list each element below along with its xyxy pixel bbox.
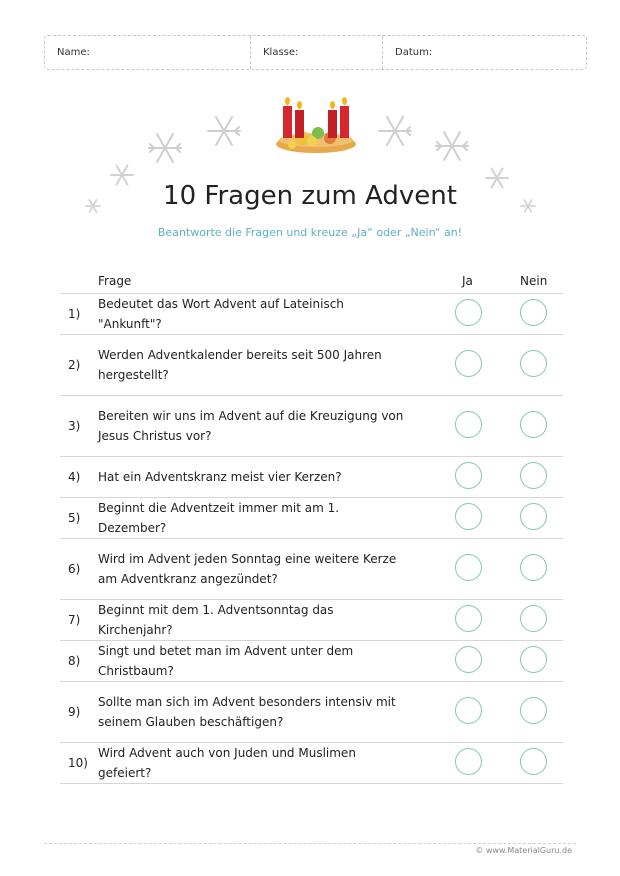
question-text: Wird Advent auch von Juden und Muslimen gefeiert? <box>98 746 356 780</box>
column-header-yes: Ja <box>462 274 473 288</box>
question-number: 4) <box>68 470 81 484</box>
yes-answer-circle[interactable] <box>455 748 482 775</box>
footer-divider <box>44 843 576 844</box>
page-subtitle: Beantworte die Fragen und kreuze „Ja“ oder „Nein“ an! <box>157 226 463 239</box>
table-row <box>60 497 563 538</box>
yes-answer-circle[interactable] <box>455 350 482 377</box>
yes-answer-circle[interactable] <box>455 605 482 632</box>
yes-answer-circle[interactable] <box>455 411 482 438</box>
table-row <box>60 395 563 456</box>
question-number: 1) <box>68 307 81 321</box>
table-row <box>60 334 563 395</box>
advent-wreath-icon <box>276 97 356 153</box>
snowflake-icon <box>208 117 240 145</box>
question-table <box>60 293 563 784</box>
question-number: 7) <box>68 613 81 627</box>
snowflake-icon <box>379 117 411 145</box>
class-label: Klasse: <box>263 47 299 58</box>
table-row <box>60 640 563 681</box>
question-number: 3) <box>68 419 81 433</box>
date-label: Datum: <box>395 47 433 58</box>
name-field[interactable] <box>45 36 251 69</box>
copyright-footer: © www.MaterialGuru.de <box>475 846 572 855</box>
question-number: 5) <box>68 511 81 525</box>
table-row <box>60 599 563 640</box>
table-row <box>60 742 563 784</box>
table-row <box>60 293 563 334</box>
yes-answer-circle[interactable] <box>455 697 482 724</box>
no-answer-circle[interactable] <box>520 605 547 632</box>
no-answer-circle[interactable] <box>520 462 547 489</box>
yes-answer-circle[interactable] <box>455 462 482 489</box>
question-number: 10) <box>68 756 88 770</box>
page-title: 10 Fragen zum Advent <box>163 181 457 211</box>
question-number: 2) <box>68 358 81 372</box>
question-text: Hat ein Adventskranz meist vier Kerzen? <box>98 470 342 484</box>
table-row <box>60 538 563 599</box>
question-text: Wird im Advent jeden Sonntag eine weitere Kerze am Adventkranz angezündet? <box>98 552 397 586</box>
yes-answer-circle[interactable] <box>455 646 482 673</box>
no-answer-circle[interactable] <box>520 697 547 724</box>
snowflake-icon <box>149 134 181 162</box>
question-number: 9) <box>68 705 81 719</box>
question-text: Beginnt mit dem 1. Adventsonntag das Kirchenjahr? <box>98 603 334 637</box>
question-number: 6) <box>68 562 81 576</box>
question-text: Werden Adventkalender bereits seit 500 Jahren hergestellt? <box>98 348 382 382</box>
no-answer-circle[interactable] <box>520 411 547 438</box>
table-row <box>60 456 563 497</box>
student-info-box <box>44 35 587 70</box>
name-label: Name: <box>57 47 90 58</box>
table-row <box>60 681 563 742</box>
question-number: 8) <box>68 654 81 668</box>
no-answer-circle[interactable] <box>520 748 547 775</box>
no-answer-circle[interactable] <box>520 646 547 673</box>
question-text: Beginnt die Adventzeit immer mit am 1. Dezember? <box>98 501 340 535</box>
column-header-question: Frage <box>98 274 132 288</box>
yes-answer-circle[interactable] <box>455 554 482 581</box>
column-header-no: Nein <box>520 274 548 288</box>
no-answer-circle[interactable] <box>520 299 547 326</box>
no-answer-circle[interactable] <box>520 554 547 581</box>
yes-answer-circle[interactable] <box>455 299 482 326</box>
question-text: Bedeutet das Wort Advent auf Lateinisch "Ankunft"? <box>98 297 344 331</box>
no-answer-circle[interactable] <box>520 503 547 530</box>
question-text: Sollte man sich im Advent besonders intensiv mit seinem Glauben beschäftigen? <box>98 695 396 729</box>
date-field[interactable] <box>383 36 586 69</box>
question-text: Singt und betet man im Advent unter dem Christbaum? <box>98 644 354 678</box>
yes-answer-circle[interactable] <box>455 503 482 530</box>
class-field[interactable] <box>251 36 383 69</box>
snowflake-icon <box>436 132 468 160</box>
no-answer-circle[interactable] <box>520 350 547 377</box>
question-text: Bereiten wir uns im Advent auf die Kreuzigung von Jesus Christus vor? <box>98 409 404 443</box>
